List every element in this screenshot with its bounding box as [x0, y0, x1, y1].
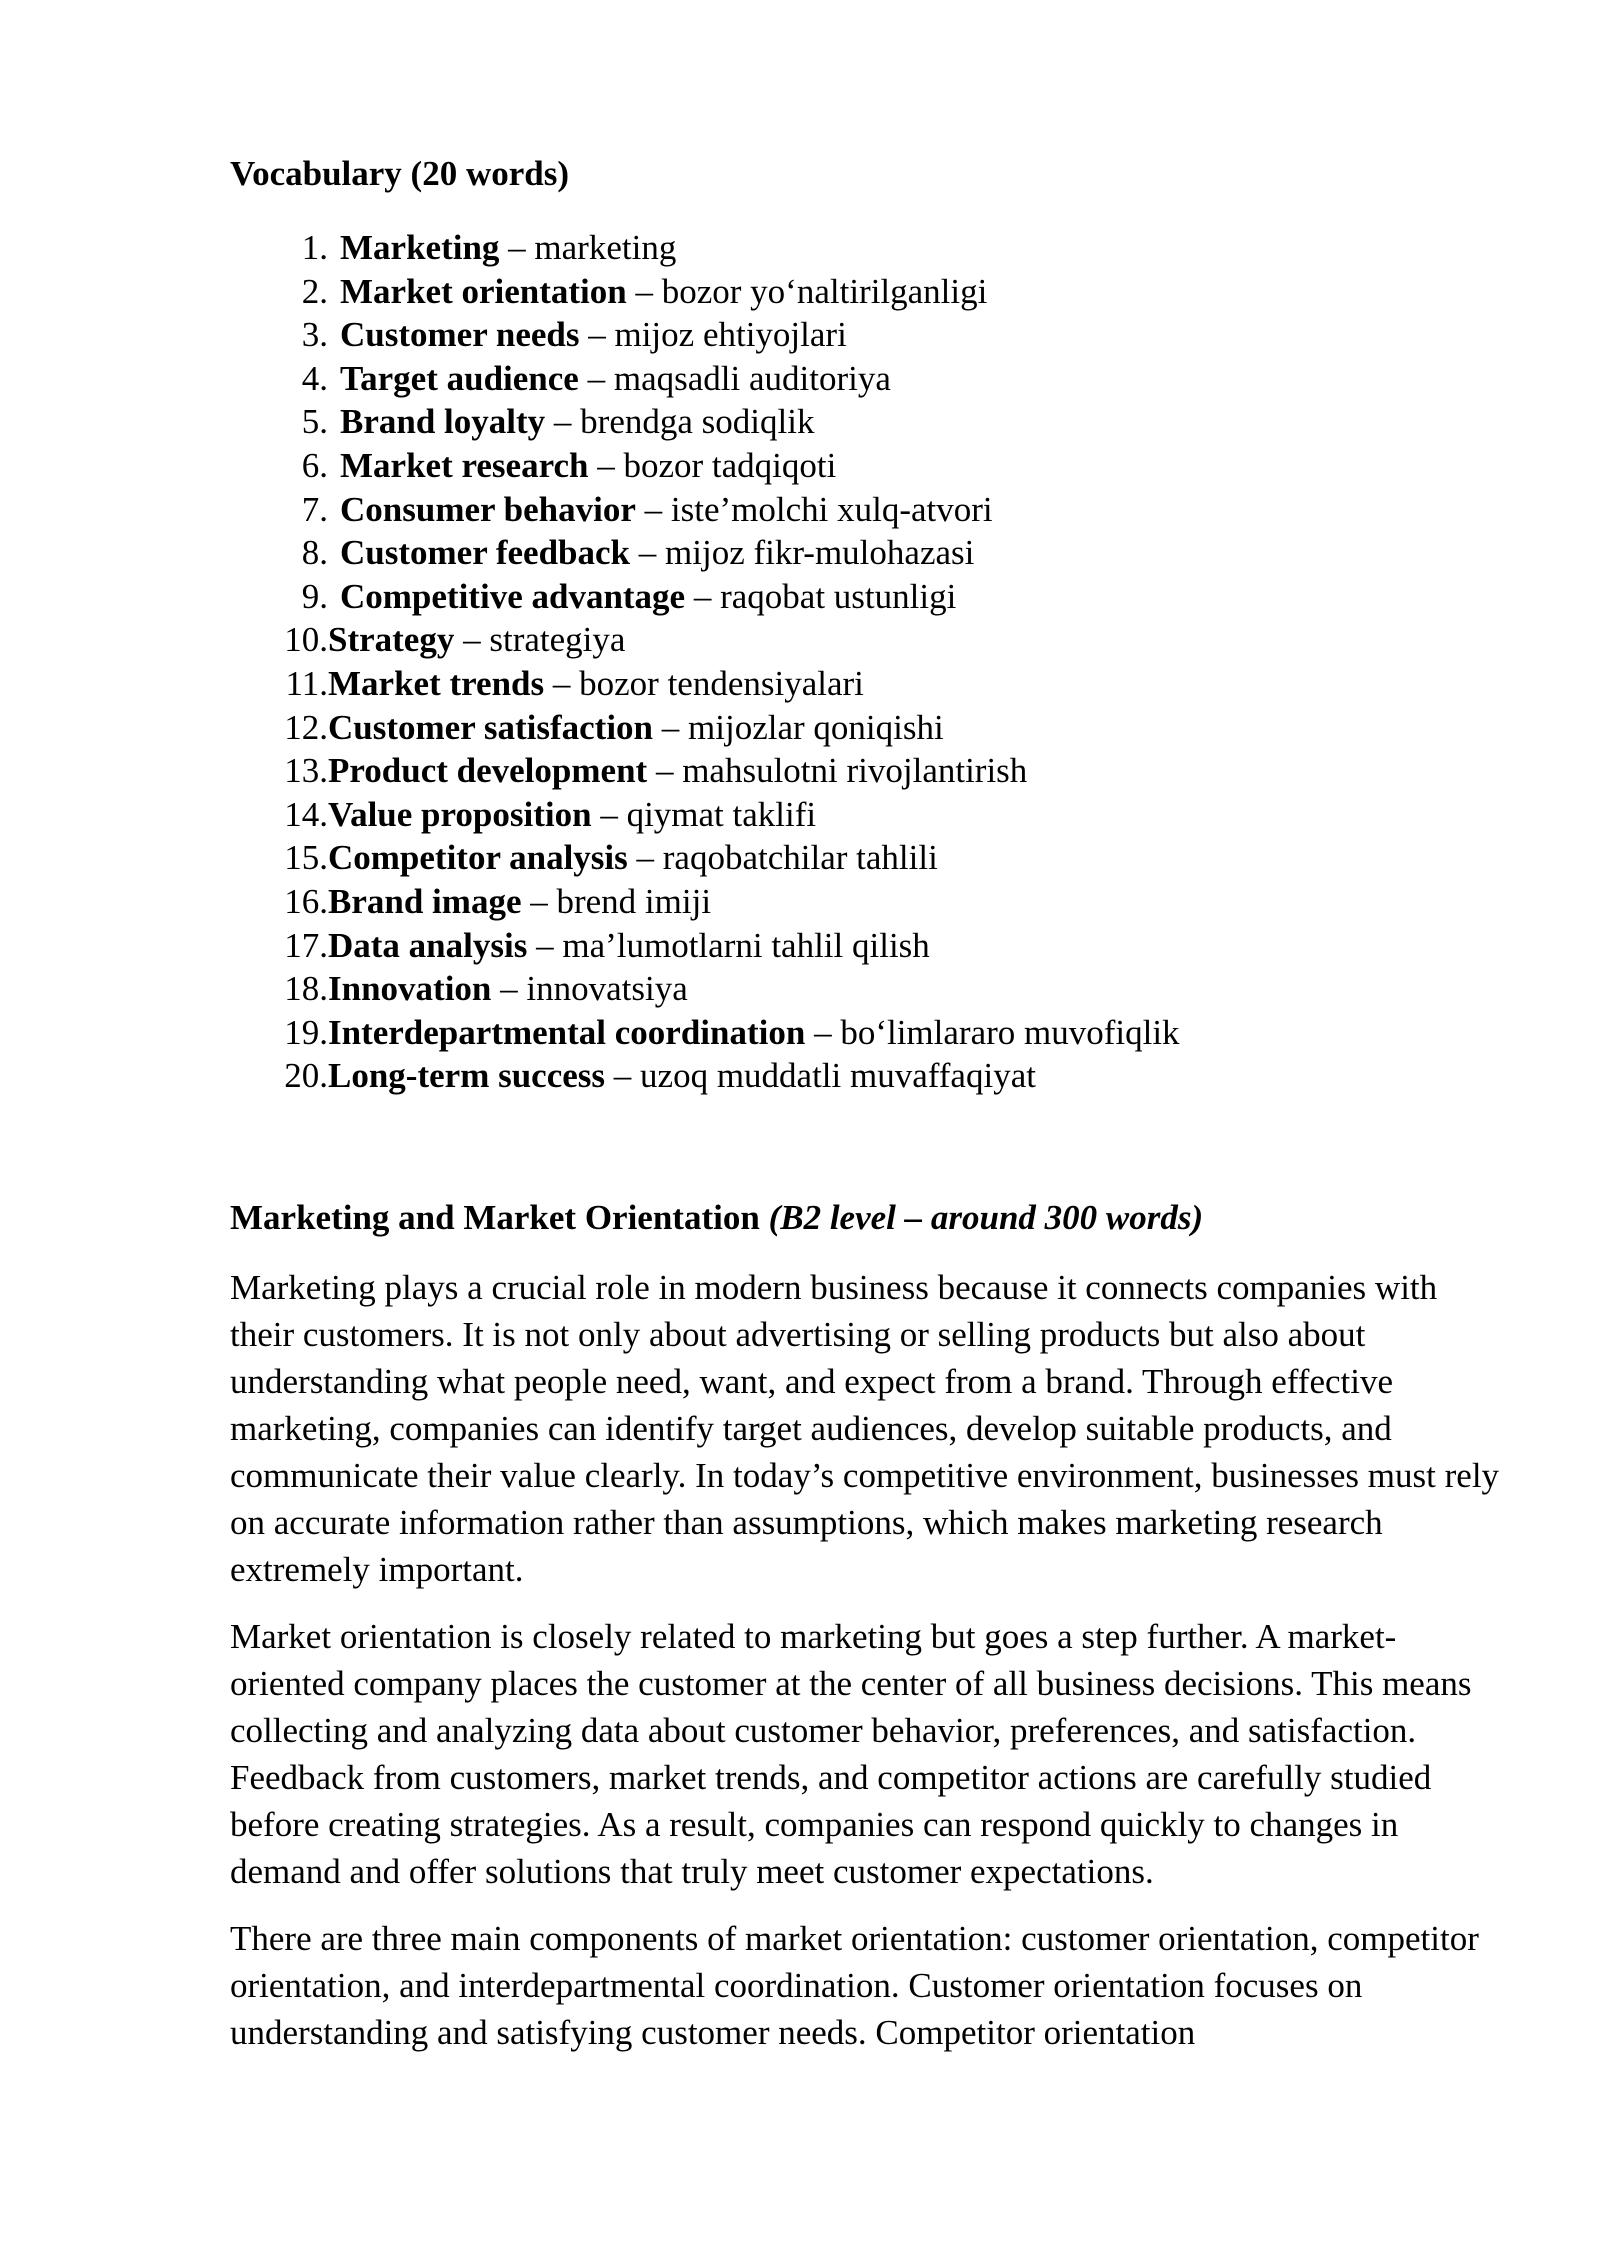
vocabulary-item-body [328, 357, 891, 401]
vocabulary-item-number: 2. [301, 271, 328, 311]
vocabulary-term: Value proposition [328, 794, 592, 834]
vocabulary-item-body [328, 1011, 1180, 1055]
vocabulary-item-body [328, 270, 987, 314]
vocabulary-translation: qiymat taklifi [626, 794, 817, 834]
vocabulary-item-body [328, 575, 956, 619]
vocabulary-item [230, 836, 1500, 880]
vocabulary-item-body [328, 531, 974, 575]
vocabulary-dash: – [579, 315, 615, 355]
vocabulary-dash: – [499, 228, 535, 267]
vocabulary-translation: bo‘limlararo muvofiqlik [840, 1012, 1180, 1052]
vocabulary-dash: – [527, 925, 563, 965]
vocabulary-term: Marketing [340, 228, 500, 267]
vocabulary-item-body [328, 313, 847, 357]
vocabulary-dash: – [544, 663, 580, 703]
vocabulary-dash: – [545, 402, 581, 442]
vocabulary-item [230, 967, 1500, 1011]
vocabulary-translation: strategiya [489, 620, 626, 660]
vocabulary-translation: ma’lumotlarni tahlil qilish [562, 925, 930, 965]
vocabulary-dash: – [685, 576, 721, 616]
vocabulary-term: Target audience [340, 358, 579, 398]
vocabulary-item [230, 357, 1500, 401]
vocabulary-dash: – [627, 838, 663, 878]
vocabulary-item-number: 19. [284, 1012, 328, 1052]
vocabulary-dash: – [805, 1012, 841, 1052]
vocabulary-translation: innovatsiya [526, 969, 688, 1009]
vocabulary-dash: – [605, 1056, 641, 1096]
vocabulary-dash: – [454, 620, 490, 660]
vocabulary-item-number: 8. [301, 533, 328, 573]
vocabulary-item [230, 618, 1500, 662]
vocabulary-item [230, 400, 1500, 444]
vocabulary-dash: – [578, 358, 614, 398]
vocabulary-item-number: 7. [301, 489, 328, 529]
vocabulary-item-number: 14. [284, 794, 328, 834]
vocabulary-item-body [328, 706, 944, 750]
vocabulary-term: Brand image [328, 881, 522, 921]
vocabulary-translation: mahsulotni rivojlantirish [682, 751, 1028, 791]
vocabulary-item-number: 6. [301, 445, 328, 485]
vocabulary-term: Competitive advantage [340, 576, 686, 616]
vocabulary-term: Product development [328, 751, 648, 791]
vocabulary-item-number: 1. [301, 228, 328, 267]
article-level: (B2 level – around 300 words) [768, 1197, 1204, 1237]
vocabulary-dash: – [653, 707, 689, 747]
article-paragraph-1: Marketing plays a crucial role in modern business because it connects companies with their customers. It is not only about advertising or selling products but also about understanding what people need, want, and expect from a brand. Through effective marketing, companies can identify target audiences, develop suitable products, and communicate their value clearly. In today’s competitive environment, businesses must rely on accurate information rather than assumptions, which makes marketing research extremely important. [230, 1267, 1500, 1589]
vocabulary-item [230, 575, 1500, 619]
vocabulary-term: Consumer behavior [340, 489, 636, 529]
vocabulary-dash: – [591, 794, 627, 834]
vocabulary-item-body [328, 1054, 1036, 1098]
vocabulary-translation: mijoz fikr-mulohazasi [665, 533, 975, 573]
article-title: Marketing and Market Orientation [230, 1197, 760, 1237]
vocabulary-item-body [328, 662, 864, 706]
article-paragraph-3: There are three main components of market orientation: customer orientation, competitor orientation, and interdepartmental coordination. Customer orientation focuses on understanding and satisfying customer needs. Competitor orientation [230, 1918, 1479, 2052]
vocabulary-translation: maqsadli auditoriya [613, 358, 891, 398]
vocabulary-item [230, 270, 1500, 314]
vocabulary-dash: – [630, 533, 666, 573]
vocabulary-term: Interdepartmental coordination [328, 1012, 806, 1052]
vocabulary-translation: bozor tendensiyalari [579, 663, 864, 703]
vocabulary-term: Strategy [328, 620, 455, 660]
vocabulary-term: Customer needs [340, 315, 580, 355]
vocabulary-item-number: 20. [284, 1056, 328, 1096]
vocabulary-item-body [328, 444, 836, 488]
vocabulary-translation: mijoz ehtiyojlari [614, 315, 847, 355]
vocabulary-translation: mijozlar qoniqishi [688, 707, 944, 747]
vocabulary-item-body [328, 793, 816, 837]
vocabulary-item-number: 9. [301, 576, 328, 616]
vocabulary-item [230, 226, 1500, 270]
vocabulary-translation: iste’molchi xulq-atvori [670, 489, 993, 529]
vocabulary-list [230, 226, 1500, 1098]
vocabulary-translation: bozor tadqiqoti [623, 445, 837, 485]
vocabulary-translation: uzoq muddatli muvaffaqiyat [640, 1056, 1036, 1096]
vocabulary-term: Market research [340, 445, 589, 485]
vocabulary-dash: – [635, 489, 671, 529]
vocabulary-term: Long-term success [328, 1056, 606, 1096]
vocabulary-item [230, 793, 1500, 837]
vocabulary-item-number: 18. [284, 969, 328, 1009]
vocabulary-item-number: 13. [284, 751, 328, 791]
vocabulary-item [230, 531, 1500, 575]
vocabulary-item-body [328, 400, 814, 444]
vocabulary-term: Competitor analysis [328, 838, 628, 878]
vocabulary-item [230, 1011, 1500, 1055]
vocabulary-translation: raqobatchilar tahlili [662, 838, 938, 878]
vocabulary-dash: – [647, 751, 683, 791]
vocabulary-item-number: 17. [284, 925, 328, 965]
vocabulary-item [230, 444, 1500, 488]
vocabulary-item [230, 313, 1500, 357]
vocabulary-translation: brendga sodiqlik [580, 402, 815, 442]
article-paragraph-2: Market orientation is closely related to marketing but goes a step further. A market-oriented company places the customer at the center of all business decisions. This means collecting and analyzing data about customer behavior, preferences, and satisfaction. Feedback from customers, market trends, and competitor actions are carefully studied before creating strategies. As a result, companies can respond quickly to changes in demand and offer solutions that truly meet customer expectations. [230, 1616, 1472, 1891]
vocabulary-item-body [328, 488, 993, 532]
vocabulary-item-number: 4. [301, 358, 328, 398]
vocabulary-item [230, 1054, 1500, 1098]
vocabulary-term: Brand loyalty [340, 402, 546, 442]
vocabulary-item [230, 662, 1500, 706]
vocabulary-item [230, 924, 1500, 968]
vocabulary-term: Market orientation [340, 271, 627, 311]
vocabulary-heading: Vocabulary (20 words) [230, 154, 569, 193]
vocabulary-item-body [328, 749, 1027, 793]
vocabulary-item-body [328, 880, 711, 924]
vocabulary-dash: – [521, 881, 557, 921]
vocabulary-dash: – [626, 271, 662, 311]
vocabulary-item-number: 15. [284, 838, 328, 878]
vocabulary-item-body [328, 924, 930, 968]
vocabulary-item-body [328, 618, 625, 662]
vocabulary-term: Data analysis [328, 925, 528, 965]
vocabulary-item-body [328, 967, 688, 1011]
vocabulary-item-number: 16. [284, 881, 328, 921]
vocabulary-translation: bozor yo‘naltirilganligi [661, 271, 988, 311]
vocabulary-item-number: 5. [301, 402, 328, 442]
vocabulary-translation: brend imiji [556, 881, 712, 921]
vocabulary-term: Innovation [328, 969, 492, 1009]
article-heading [230, 1194, 1500, 1242]
vocabulary-item-number: 10. [284, 620, 328, 660]
vocabulary-dash: – [588, 445, 624, 485]
vocabulary-item [230, 880, 1500, 924]
vocabulary-translation: raqobat ustunligi [720, 576, 957, 616]
vocabulary-translation: marketing [534, 228, 677, 267]
vocabulary-item-body [328, 226, 676, 270]
vocabulary-item [230, 706, 1500, 750]
vocabulary-item [230, 488, 1500, 532]
vocabulary-item-number: 12. [284, 707, 328, 747]
vocabulary-term: Customer feedback [340, 533, 631, 573]
vocabulary-term: Customer satisfaction [328, 707, 654, 747]
vocabulary-term: Market trends [328, 663, 545, 703]
vocabulary-item-number: 3. [301, 315, 328, 355]
vocabulary-item-body [328, 836, 938, 880]
document-page [230, 150, 1500, 2076]
vocabulary-item-number: 11. [285, 663, 328, 703]
vocabulary-dash: – [491, 969, 527, 1009]
vocabulary-item [230, 749, 1500, 793]
